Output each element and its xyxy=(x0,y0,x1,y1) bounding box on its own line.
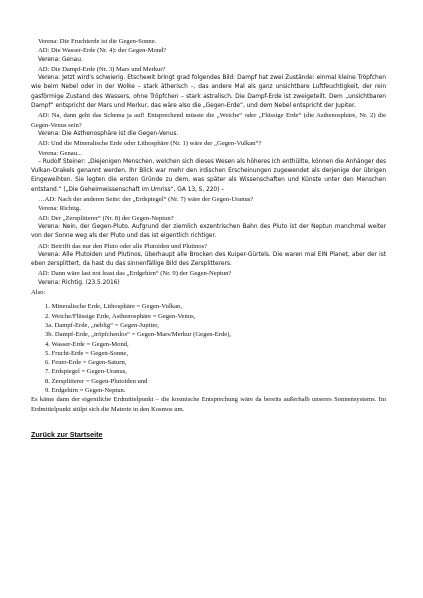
paragraph: Verena: Richtig. xyxy=(38,205,81,213)
paragraph: Verena: Alle Plutoiden und Plutinos, überhaupt alle Brocken des Kuiper-Gürtels. Die waren mal EIN Planet, aber der ist eben zersplittert, da hast du das sinnenfällige Bild des Zersplitterers. xyxy=(31,251,386,268)
paragraph: AD: Na, dann geht das Schema ja auf! Entsprechend müsste die „Weiche“ oder „Flüssige Erde“ (die Asthenosphäre, Nr. 2) die Gegen-Venus sein? xyxy=(31,112,386,129)
closing-paragraph: Es käme dann der eigentliche Erdmittelpunkt – die kosmische Entsprechung wäre da bereits außerhalb unseres Sonnensystems. Im Erdmittelpunkt stülpt sich die Materie in den Kosmos um. xyxy=(31,396,386,413)
list-item: 4. Wasser-Erde = Gegen-Mond, xyxy=(45,340,129,348)
paragraph: Verena: Genau. xyxy=(38,56,83,63)
document-page xyxy=(31,37,386,439)
also-label: Also: xyxy=(31,289,46,297)
paragraph: AD: Die Dampf-Erde (Nr. 3) Mars und Merkur? xyxy=(38,65,166,73)
list-item: 1. Mineralische Erde, Lithosphäre = Gegen-Vulkan, xyxy=(45,303,182,311)
paragraph: AD: Betrifft das nur den Pluto oder alle Plutoiden und Plutinos? xyxy=(38,242,208,250)
paragraph: Verena: Nein, der Gegen-Pluto. Aufgrund der ziemlich exzentrischen Bahn des Pluto ist der Neptun manchmal weiter von der Sonne weg als der Pluto und das ist eigentlich richtiger. xyxy=(31,223,386,240)
list-item: 5. Frucht-Erde = Gegen-Sonne, xyxy=(45,349,129,357)
list-item: 7. Erdspiegel = Gegen-Uranus, xyxy=(45,368,127,376)
list-item: 2. Weiche/Flüssige Erde, Asthenosphäre = Gegen-Venus, xyxy=(45,312,196,320)
paragraph: Verena: Genau... xyxy=(38,149,82,157)
back-to-home-link[interactable]: Zurück zur Startseite xyxy=(31,429,103,439)
list-item: 3a. Dampf-Erde, „neblig“ = Gegen-Jupiter, xyxy=(45,321,159,329)
paragraph: Verena: Richtig. (23.5.2016) xyxy=(38,279,120,286)
list-item: 8. Zersplitterer = Gegen-Plutoiden und xyxy=(45,377,148,385)
paragraph: …AD: Nach der anderen Seite: der „Erdspiegel“ (Nr. 7) wäre der Gegen-Uranus? xyxy=(38,196,254,204)
paragraph: Verena: Die Fruchterde ist die Gegen-Sonne. xyxy=(38,38,157,45)
paragraph: AD: Der „Zersplitterer“ (Nr. 8) der Gegen-Neptun? xyxy=(38,214,174,222)
paragraph: AD: Dann wäre last not least das „Erdgehirn“ (Nr. 9) der Gegen-Neptun? xyxy=(38,270,232,278)
list-item: 9. Erdgehirn = Gegen-Neptun. xyxy=(45,386,126,394)
list-item: 3b. Dampf-Erde, „tröpfchenlos“ = Gegen-Mars/Merkur (Gegen-Erde), xyxy=(45,331,232,339)
paragraph: AD: Die Wasser-Erde (Nr. 4): der Gegen-Mond? xyxy=(38,47,167,55)
paragraph: – Rudolf Steiner: „Diejenigen Menschen, welchen sich dieses Wesen als höheres Ich enthüllte, können die Anhänger des Vulkan-Orakels genannt werden. Ihr Blick war mehr den irdischen Erscheinungen zugewendet als derjenige der übrigen Eingeweihten. Sie legten die ersten Gründe zu dem, was später als Wissenschaften und Künste unter den Menschen entstand.“ („Die Geheimwissenschaft im Umriss“, GA 13, S. 220) – xyxy=(31,158,386,193)
paragraph: Verena: Die Asthenosphäre ist die Gegen-Venus. xyxy=(38,130,179,137)
paragraph: Verena: Jetzt wird's schwierig. Etschewit bringt grad folgendes Bild: Dampf hat zwei Zustände: einmal kleine Tröpfchen wie beim Nebel oder in der Wolke – stark ätherisch –, das andere Mal als ganz unsichtbare Luftfeuchtigkeit, der rein gasförmige Zustand des Wassers, ohne Tröpfchen – stark astralisch. Die Dampf-Erde ist zweigeteilt. Dem „unsichtbaren Dampf“ entspricht der Mars und Merkur, das wäre also die „Gegen-Erde“, und dem Nebel entspricht der Jupiter. xyxy=(31,75,386,110)
paragraph: AD: Und die Mineralische Erde oder Lithosphäre (Nr. 1) wäre der „Gegen-Vulkan“? xyxy=(38,140,262,148)
dialogue xyxy=(31,37,386,288)
correspondence-list xyxy=(31,302,386,395)
list-item: 6. Feuer-Erde = Gegen-Saturn, xyxy=(45,359,127,367)
